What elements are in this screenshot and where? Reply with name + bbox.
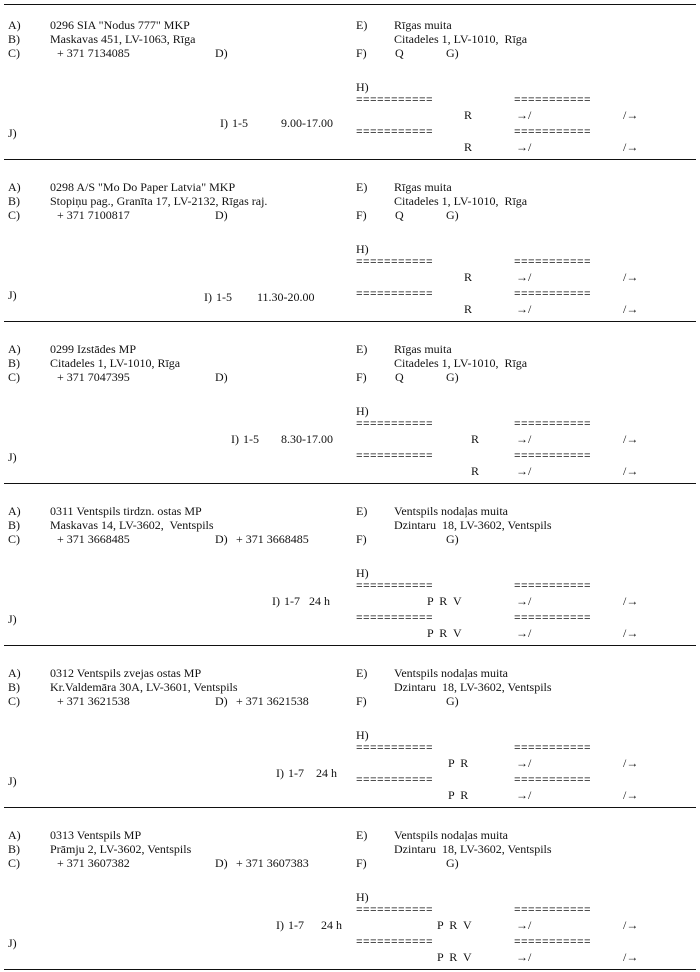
label-i: I): [204, 290, 212, 304]
checkpoint-address: Prāmju 2, LV-3602, Ventspils: [50, 842, 192, 856]
working-hours: 9.00-17.00: [281, 116, 333, 130]
label-h: H): [356, 728, 369, 742]
equals-row-right-1: ===========: [514, 257, 592, 269]
label-f: F): [356, 856, 367, 870]
checkpoint-entry: [0, 486, 700, 648]
equals-row-left-1: ===========: [356, 581, 434, 593]
checkpoint-address: Kr.Valdemāra 30A, LV-3601, Ventspils: [50, 680, 238, 694]
label-d: D): [215, 856, 228, 870]
label-g: G): [446, 208, 459, 222]
entry-separator: [4, 645, 696, 646]
arrow-in-icon: →/: [516, 950, 532, 964]
label-a: A): [8, 828, 21, 842]
label-f: F): [356, 46, 367, 60]
label-i: I): [220, 116, 228, 130]
transport-codes-1: R: [464, 270, 473, 284]
checkpoint-code-name: 0299 Izstādes MP: [50, 342, 136, 356]
equals-row-left-1: ===========: [356, 419, 434, 431]
equals-row-left-1: ===========: [356, 257, 434, 269]
label-a: A): [8, 180, 21, 194]
entry-separator: [4, 807, 696, 808]
label-j: J): [8, 126, 17, 140]
label-g: G): [446, 532, 459, 546]
checkpoint-phone: + 371 3621538: [57, 694, 130, 708]
customs-office: Rīgas muita: [394, 342, 452, 356]
equals-row-right-1: ===========: [514, 743, 592, 755]
label-g: G): [446, 856, 459, 870]
label-d: D): [215, 532, 228, 546]
equals-row-left-2: ===========: [356, 775, 434, 787]
working-hours: 8.30-17.00: [281, 432, 333, 446]
checkpoint-code-name: 0298 A/S "Mo Do Paper Latvia" MKP: [50, 180, 236, 194]
label-c: C): [8, 46, 20, 60]
transport-codes-2: R: [464, 140, 473, 154]
checkpoint-entry: [0, 810, 700, 972]
arrow-in-icon: →/: [516, 594, 532, 608]
label-a: A): [8, 504, 21, 518]
entry-separator: [4, 483, 696, 484]
customs-office: Ventspils nodaļas muita: [394, 666, 508, 680]
label-h: H): [356, 242, 369, 256]
label-b: B): [8, 356, 20, 370]
customs-office: Rīgas muita: [394, 18, 452, 32]
label-b: B): [8, 32, 20, 46]
label-j: J): [8, 450, 17, 464]
customs-office: Ventspils nodaļas muita: [394, 504, 508, 518]
working-days: 1-5: [243, 432, 259, 446]
label-f: F): [356, 532, 367, 546]
arrow-out-icon: /→: [623, 140, 639, 154]
arrow-in-icon: →/: [516, 756, 532, 770]
checkpoint-entry: [0, 162, 700, 324]
working-days: 1-7: [284, 594, 300, 608]
label-b: B): [8, 680, 20, 694]
arrow-out-icon: /→: [623, 756, 639, 770]
working-hours: 24 h: [316, 766, 337, 780]
customs-address: Dzintaru 18, LV-3602, Ventspils: [394, 680, 552, 694]
equals-row-left-2: ===========: [356, 451, 434, 463]
working-hours: 24 h: [321, 918, 342, 932]
equals-row-right-2: ===========: [514, 613, 592, 625]
customs-address: Dzintaru 18, LV-3602, Ventspils: [394, 518, 552, 532]
checkpoint-phone: + 371 7134085: [57, 46, 130, 60]
checkpoint-code-name: 0312 Ventspils zvejas ostas MP: [50, 666, 202, 680]
label-j: J): [8, 288, 17, 302]
f-value: Q: [395, 46, 404, 60]
label-a: A): [8, 666, 21, 680]
label-c: C): [8, 694, 20, 708]
label-e: E): [356, 828, 368, 842]
label-f: F): [356, 370, 367, 384]
label-d: D): [215, 208, 228, 222]
checkpoint-entry: [0, 0, 700, 162]
label-h: H): [356, 890, 369, 904]
customs-office: Rīgas muita: [394, 180, 452, 194]
arrow-out-icon: /→: [623, 302, 639, 316]
equals-row-left-1: ===========: [356, 905, 434, 917]
checkpoint-entry: [0, 324, 700, 486]
transport-codes-2: P R: [448, 788, 469, 802]
checkpoint-fax: + 371 3621538: [236, 694, 309, 708]
transport-codes-2: R: [464, 302, 473, 316]
entry-separator: [4, 321, 696, 322]
checkpoint-phone: + 371 3607382: [57, 856, 130, 870]
equals-row-left-2: ===========: [356, 613, 434, 625]
customs-office: Ventspils nodaļas muita: [394, 828, 508, 842]
label-j: J): [8, 612, 17, 626]
customs-address: Citadeles 1, LV-1010, Rīga: [394, 32, 528, 46]
f-value: Q: [395, 208, 404, 222]
label-j: J): [8, 774, 17, 788]
arrow-in-icon: →/: [516, 432, 532, 446]
working-days: 1-7: [288, 918, 304, 932]
arrow-out-icon: /→: [623, 626, 639, 640]
label-e: E): [356, 504, 368, 518]
checkpoint-fax: + 371 3607383: [236, 856, 309, 870]
checkpoint-address: Maskavas 451, LV-1063, Rīga: [50, 32, 196, 46]
customs-address: Citadeles 1, LV-1010, Rīga: [394, 194, 528, 208]
label-c: C): [8, 532, 20, 546]
label-d: D): [215, 370, 228, 384]
entry-separator: [4, 159, 696, 160]
equals-row-right-1: ===========: [514, 581, 592, 593]
equals-row-right-2: ===========: [514, 127, 592, 139]
transport-codes-1: P R: [448, 756, 469, 770]
checkpoint-phone: + 371 7047395: [57, 370, 130, 384]
label-b: B): [8, 842, 20, 856]
arrow-out-icon: /→: [623, 108, 639, 122]
label-b: B): [8, 194, 20, 208]
equals-row-right-1: ===========: [514, 905, 592, 917]
equals-row-right-1: ===========: [514, 95, 592, 107]
equals-row-right-2: ===========: [514, 775, 592, 787]
label-g: G): [446, 370, 459, 384]
equals-row-right-1: ===========: [514, 419, 592, 431]
label-c: C): [8, 856, 20, 870]
label-d: D): [215, 46, 228, 60]
equals-row-left-2: ===========: [356, 127, 434, 139]
arrow-out-icon: /→: [623, 432, 639, 446]
arrow-in-icon: →/: [516, 108, 532, 122]
label-e: E): [356, 180, 368, 194]
label-i: I): [276, 766, 284, 780]
working-hours: 24 h: [309, 594, 330, 608]
arrow-in-icon: →/: [516, 918, 532, 932]
f-value: Q: [395, 370, 404, 384]
arrow-in-icon: →/: [516, 140, 532, 154]
checkpoint-address: Stopiņu pag., Granīta 17, LV-2132, Rīgas raj.: [50, 194, 268, 208]
checkpoint-fax: + 371 3668485: [236, 532, 309, 546]
label-e: E): [356, 342, 368, 356]
label-a: A): [8, 342, 21, 356]
checkpoint-address: Maskavas 14, LV-3602, Ventspils: [50, 518, 214, 532]
arrow-in-icon: →/: [516, 626, 532, 640]
working-days: 1-5: [232, 116, 248, 130]
label-i: I): [276, 918, 284, 932]
customs-address: Dzintaru 18, LV-3602, Ventspils: [394, 842, 552, 856]
arrow-in-icon: →/: [516, 302, 532, 316]
equals-row-right-2: ===========: [514, 937, 592, 949]
label-f: F): [356, 208, 367, 222]
arrow-out-icon: /→: [623, 918, 639, 932]
checkpoint-phone: + 371 7100817: [57, 208, 130, 222]
label-i: I): [272, 594, 280, 608]
equals-row-left-2: ===========: [356, 289, 434, 301]
checkpoint-code-name: 0313 Ventspils MP: [50, 828, 142, 842]
transport-codes-1: P R V: [437, 918, 472, 932]
transport-codes-2: R: [471, 464, 480, 478]
label-h: H): [356, 404, 369, 418]
checkpoint-address: Citadeles 1, LV-1010, Rīga: [50, 356, 181, 370]
arrow-in-icon: →/: [516, 270, 532, 284]
label-e: E): [356, 666, 368, 680]
transport-codes-2: P R V: [437, 950, 472, 964]
arrow-out-icon: /→: [623, 594, 639, 608]
label-f: F): [356, 694, 367, 708]
arrow-out-icon: /→: [623, 270, 639, 284]
label-e: E): [356, 18, 368, 32]
transport-codes-1: P R V: [427, 594, 462, 608]
transport-codes-1: R: [471, 432, 480, 446]
label-c: C): [8, 370, 20, 384]
arrow-in-icon: →/: [516, 788, 532, 802]
equals-row-left-1: ===========: [356, 743, 434, 755]
equals-row-right-2: ===========: [514, 289, 592, 301]
label-d: D): [215, 694, 228, 708]
transport-codes-2: P R V: [427, 626, 462, 640]
label-c: C): [8, 208, 20, 222]
arrow-out-icon: /→: [623, 464, 639, 478]
equals-row-right-2: ===========: [514, 451, 592, 463]
label-g: G): [446, 46, 459, 60]
label-j: J): [8, 936, 17, 950]
label-h: H): [356, 566, 369, 580]
arrow-out-icon: /→: [623, 788, 639, 802]
customs-address: Citadeles 1, LV-1010, Rīga: [394, 356, 528, 370]
equals-row-left-1: ===========: [356, 95, 434, 107]
transport-codes-1: R: [464, 108, 473, 122]
label-a: A): [8, 18, 21, 32]
label-g: G): [446, 694, 459, 708]
checkpoint-entry: [0, 648, 700, 810]
working-days: 1-7: [288, 766, 304, 780]
checkpoint-code-name: 0311 Ventspils tirdzn. ostas MP: [50, 504, 202, 518]
label-i: I): [231, 432, 239, 446]
equals-row-left-2: ===========: [356, 937, 434, 949]
checkpoint-code-name: 0296 SIA "Nodus 777" MKP: [50, 18, 190, 32]
working-days: 1-5: [216, 290, 232, 304]
arrow-out-icon: /→: [623, 950, 639, 964]
label-b: B): [8, 518, 20, 532]
arrow-in-icon: →/: [516, 464, 532, 478]
checkpoint-phone: + 371 3668485: [57, 532, 130, 546]
working-hours: 11.30-20.00: [257, 290, 315, 304]
label-h: H): [356, 80, 369, 94]
